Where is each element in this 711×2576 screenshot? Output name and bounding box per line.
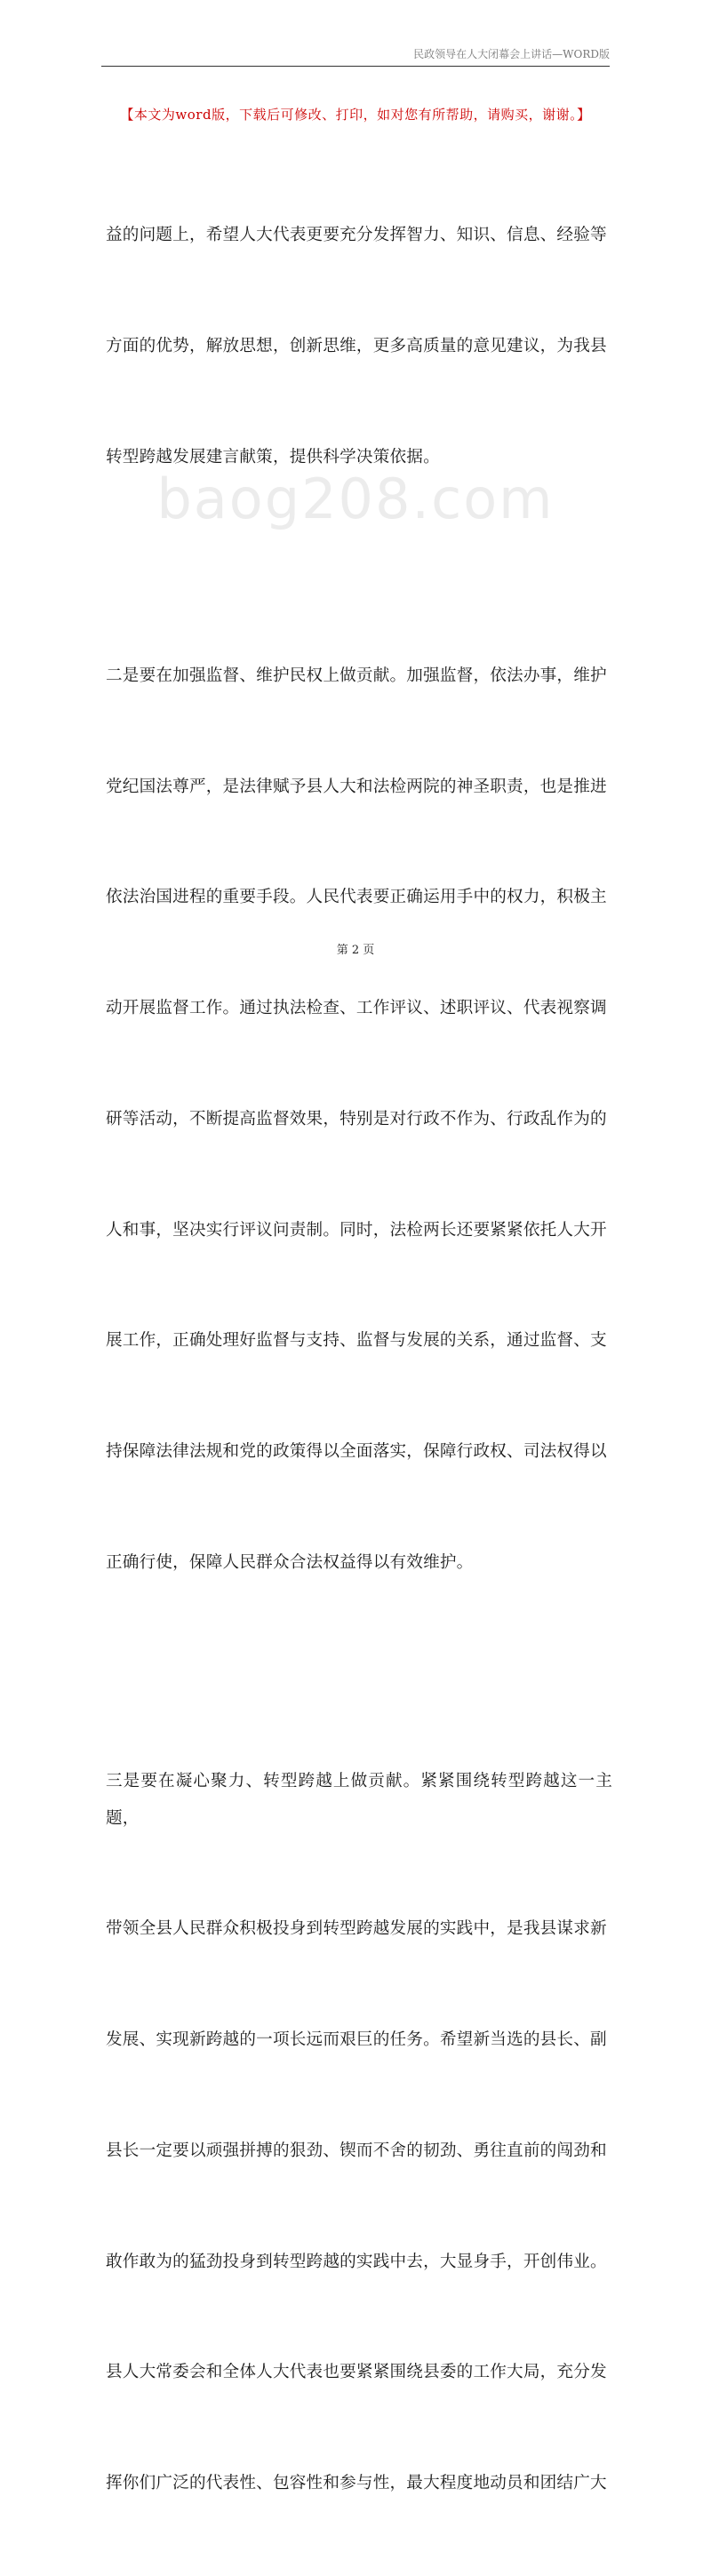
paragraph-line: 研等活动，不断提高监督效果，特别是对行政不作为、行政乱作为的 xyxy=(106,1109,607,1128)
paragraph-line: 持保障法律法规和党的政策得以全面落实，保障行政权、司法权得以 xyxy=(106,1442,607,1462)
paragraph-line: 党纪国法尊严，是法律赋予县人大和法检两院的神圣职责，也是推进 xyxy=(106,777,607,796)
paragraph-line: 益的问题上，希望人大代表更要充分发挥智力、知识、信息、经验等 xyxy=(106,226,607,245)
paragraph-line: 发展、实现新跨越的一项长远而艰巨的任务。希望新当选的县长、副 xyxy=(106,2030,607,2050)
watermark: baog208.com xyxy=(156,467,555,531)
paragraph-line: 二是要在加强监督、维护民权上做贡献。加强监督，依法办事，维护 xyxy=(106,666,607,685)
paragraph-line: 方面的优势，解放思想，创新思维，更多高质量的意见建议，为我县 xyxy=(106,336,607,355)
paragraph-line: 正确行使，保障人民群众合法权益得以有效维护。 xyxy=(106,1552,474,1572)
paragraph-line: 带领全县人民群众积极投身到转型跨越发展的实践中，是我县谋求新 xyxy=(106,1919,607,1939)
paragraph-line: 三是要在凝心聚力、转型跨越上做贡献。紧紧围绕转型跨越这一主题， xyxy=(106,1771,612,1828)
paragraph-line: 动开展监督工作。通过执法检查、工作评议、述职评议、代表视察调 xyxy=(106,999,607,1018)
document-body xyxy=(106,143,612,2576)
paragraph-line: 依法治国进程的重要手段。人民代表要正确运用手中的权力，积极主 xyxy=(106,888,607,907)
paragraph-line: 展工作，正确处理好监督与支持、监督与发展的关系，通过监督、支 xyxy=(106,1331,607,1351)
paragraph-line: 人和事，坚决实行评议问责制。同时，法检两长还要紧紧依托人大开 xyxy=(106,1220,607,1240)
paragraph-1 xyxy=(106,143,612,550)
page-number: 第 2 页 xyxy=(336,944,375,957)
paragraph-spacer xyxy=(106,550,612,584)
paragraph-line: 县长一定要以顽强拼搏的狠劲、锲而不舍的韧劲、勇往直前的闯劲和 xyxy=(106,2141,607,2160)
paragraph-2 xyxy=(106,584,612,1655)
paragraph-line: 挥你们广泛的代表性、包容性和参与性，最大程度地动员和团结广大 xyxy=(106,2474,607,2493)
running-header xyxy=(101,43,610,67)
paragraph-line: 转型跨越发展建言献策，提供科学决策依据。 xyxy=(106,447,440,467)
paragraph-3 xyxy=(106,1689,612,2576)
paragraph-spacer xyxy=(106,1655,612,1689)
header-title: 民政领导在人大闭幕会上讲话—WORD版 xyxy=(413,48,610,60)
paragraph-line: 敢作敢为的猛劲投身到转型跨越的实践中去，大显身手，开创伟业。 xyxy=(106,2252,607,2271)
purchase-notice: 【本文为word版，下载后可修改、打印，如对您有所帮助，请购买，谢谢。】 xyxy=(120,107,591,123)
paragraph-line: 县人大常委会和全体人大代表也要紧紧围绕县委的工作大局，充分发 xyxy=(106,2363,607,2382)
